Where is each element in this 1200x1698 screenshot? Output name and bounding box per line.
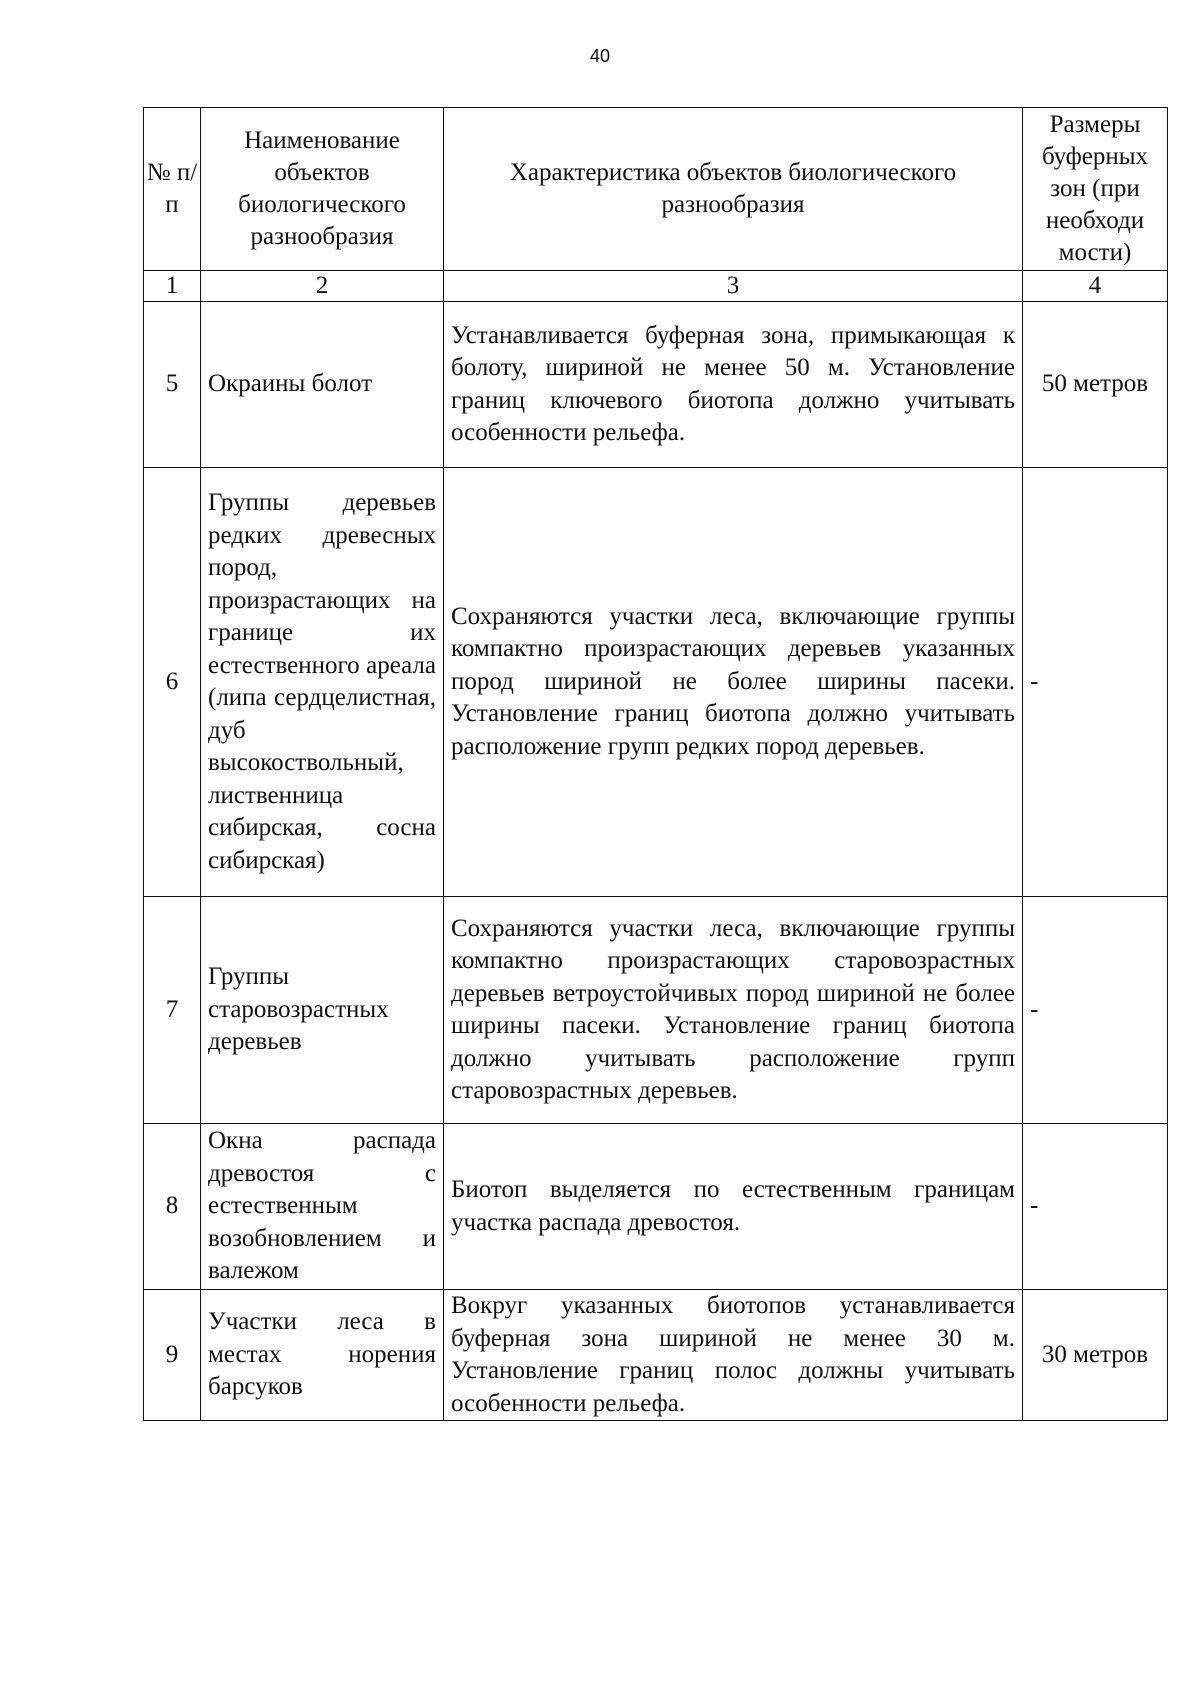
column-number: 2 [201, 271, 444, 302]
object-description: Биотоп выделяется по естественным границам участка распада древостоя. [444, 1124, 1023, 1290]
table-row [144, 897, 1168, 1124]
row-number: 9 [144, 1290, 201, 1421]
header-num: № п/п [144, 108, 201, 271]
column-number: 1 [144, 271, 201, 302]
buffer-size: 30 метров [1023, 1290, 1168, 1421]
table-row [144, 302, 1168, 468]
header-name: Наименование объектов биологического разнообразия [201, 108, 444, 271]
column-numbers-row [144, 271, 1168, 302]
buffer-size: - [1023, 897, 1168, 1124]
object-name: Группы деревьев редких древесных пород, произрастающих на границе их естественного ареала (липа сердцелистная, дуб высокоствольный, лиственница сибирская, сосна сибирская) [201, 468, 444, 897]
object-name: Группы старовозрастных деревьев [201, 897, 444, 1124]
header-description: Характеристика объектов биологического разнообразия [444, 108, 1023, 271]
table-row [144, 1290, 1168, 1421]
table-header-row [144, 108, 1168, 271]
buffer-size: 50 метров [1023, 302, 1168, 468]
object-description: Сохраняются участки леса, включающие группы компактно произрастающих деревьев указанных пород шириной не более ширины пасеки. Установление границ биотопа должно учитывать расположение групп редких пород деревьев. [444, 468, 1023, 897]
table-row [144, 1124, 1168, 1290]
column-number: 3 [444, 271, 1023, 302]
object-description: Вокруг указанных биотопов устанавливается буферная зона шириной не менее 30 м. Установление границ полос должны учитывать особенности рельефа. [444, 1290, 1023, 1421]
row-number: 5 [144, 302, 201, 468]
object-name: Участки леса в местах норения барсуков [201, 1290, 444, 1421]
object-description: Устанавливается буферная зона, примыкающая к болоту, шириной не менее 50 м. Установление границ ключевого биотопа должно учитывать особенности рельефа. [444, 302, 1023, 468]
object-name: Окна распада древостоя с естественным возобновлением и валежом [201, 1124, 444, 1290]
page-number: 40 [589, 46, 611, 66]
column-number: 4 [1023, 271, 1168, 302]
row-number: 6 [144, 468, 201, 897]
header-buffer: Размеры буферных зон (при необходи мости) [1023, 108, 1168, 271]
buffer-size: - [1023, 468, 1168, 897]
biodiversity-table [143, 107, 1168, 1421]
table-row [144, 468, 1168, 897]
object-name: Окраины болот [201, 302, 444, 468]
row-number: 7 [144, 897, 201, 1124]
buffer-size: - [1023, 1124, 1168, 1290]
object-description: Сохраняются участки леса, включающие группы компактно произрастающих старовозрастных деревьев ветроустойчивых пород шириной не более ширины пасеки. Установление границ биотопа должно учитывать расположение групп старовозрастных деревьев. [444, 897, 1023, 1124]
row-number: 8 [144, 1124, 201, 1290]
